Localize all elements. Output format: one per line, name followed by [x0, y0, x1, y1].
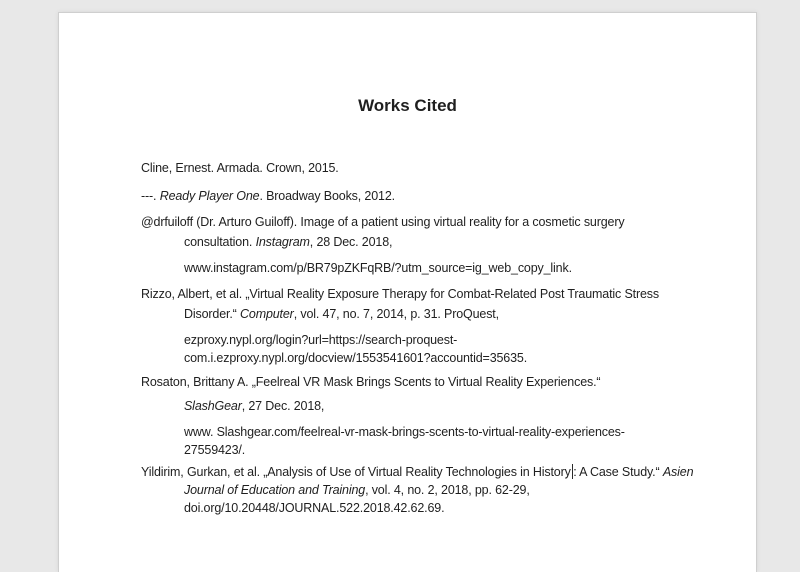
citation-line[interactable]	[141, 187, 674, 205]
text-segment: Rizzo, Albert, et al. „Virtual Reality Exposure Therapy for Combat-Related Post Traumatic Stress	[141, 287, 659, 301]
italic-text-segment: Journal of Education and Training	[184, 483, 366, 497]
citation-line[interactable]	[141, 259, 674, 277]
citation-line[interactable]	[141, 213, 674, 231]
citation-line[interactable]	[141, 373, 674, 391]
text-segment: www. Slashgear.com/feelreal-vr-mask-brings-scents-to-virtual-reality-experiences-	[184, 425, 625, 439]
text-segment: @drfuiloff (Dr. Arturo Guiloff). Image of a patient using virtual reality for a cosmetic surgery	[141, 215, 625, 229]
text-segment: Yildirim, Gurkan, et al. „Analysis of Use of Virtual Reality Technologies in History	[141, 465, 571, 479]
citation-entry	[141, 463, 694, 517]
citation-line[interactable]	[141, 463, 694, 481]
citation-line[interactable]	[141, 423, 674, 441]
citation-line[interactable]	[141, 285, 674, 303]
citation-entry	[141, 373, 674, 459]
document-title[interactable]: Works Cited	[358, 96, 457, 115]
text-segment: 27559423/.	[184, 443, 246, 457]
citation-line[interactable]	[141, 349, 674, 367]
citation-line[interactable]	[141, 397, 674, 415]
italic-text-segment: SlashGear	[184, 399, 242, 413]
citation-entry	[141, 159, 674, 177]
citation-line[interactable]	[141, 331, 674, 349]
italic-text-segment: Ready Player One	[159, 189, 260, 203]
text-segment: doi.org/10.20448/JOURNAL.522.2018.42.62.69.	[184, 501, 445, 515]
italic-text-segment: Instagram	[255, 235, 310, 249]
text-segment: , 28 Dec. 2018,	[309, 235, 393, 249]
text-segment: Cline, Ernest. Armada. Crown, 2015.	[141, 161, 339, 175]
citation-entry	[141, 213, 674, 277]
italic-text-segment: Computer	[240, 307, 294, 321]
text-segment: com.i.ezproxy.nypl.org/docview/1553541601?accountid=35635.	[184, 351, 528, 365]
text-segment: ezproxy.nypl.org/login?url=https://search-proquest-	[184, 333, 458, 347]
citation-entry	[141, 285, 674, 367]
text-segment: Rosaton, Brittany A. „Feelreal VR Mask Brings Scents to Virtual Reality Experiences.“	[141, 375, 601, 389]
text-segment: : A Case Study.“	[573, 465, 663, 479]
text-segment: consultation.	[184, 235, 256, 249]
citation-line[interactable]	[141, 305, 674, 323]
italic-text-segment: Asien	[662, 465, 694, 479]
citation-line[interactable]	[141, 481, 674, 499]
text-segment: Disorder.“	[184, 307, 241, 321]
citation-line[interactable]	[141, 159, 674, 177]
document-page[interactable]	[58, 12, 757, 572]
text-segment: . Broadway Books, 2012.	[259, 189, 395, 203]
text-segment: , vol. 4, no. 2, 2018, pp. 62-29,	[365, 483, 530, 497]
text-segment: ---.	[141, 189, 160, 203]
document-body	[141, 159, 694, 517]
citation-line[interactable]	[141, 233, 674, 251]
text-segment: www.instagram.com/p/BR79pZKFqRB/?utm_source=ig_web_copy_link.	[184, 261, 572, 275]
text-segment: , vol. 47, no. 7, 2014, p. 31. ProQuest,	[293, 307, 499, 321]
citation-line[interactable]	[141, 441, 674, 459]
text-segment: , 27 Dec. 2018,	[241, 399, 325, 413]
citation-line[interactable]	[141, 499, 674, 517]
citation-entry	[141, 187, 674, 205]
